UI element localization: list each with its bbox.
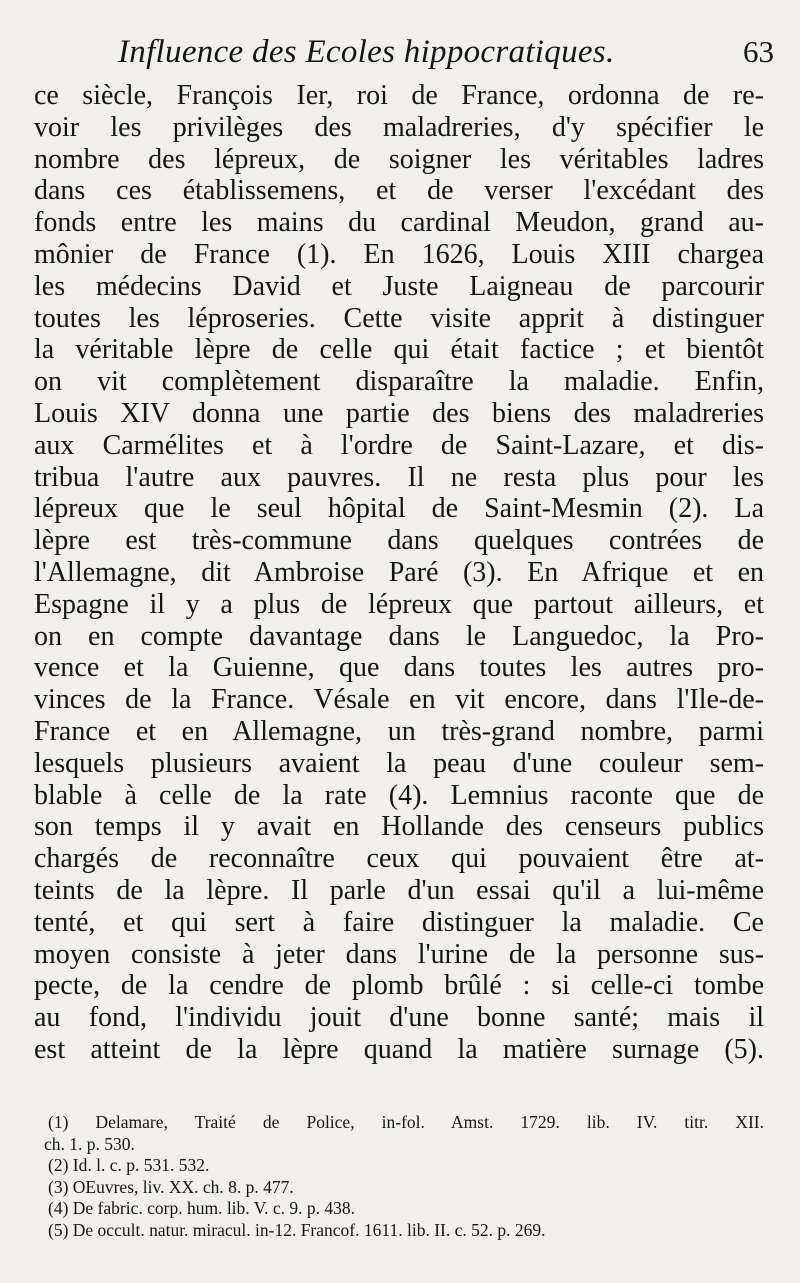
footnote-5: (5) De occult. natur. miracul. in-12. Francof. 1611. lib. II. c. 52. p. 269. [48, 1219, 546, 1240]
text-line: les médecins David et Juste Laigneau de parcourir [34, 270, 764, 302]
text-line: France et en Allemagne, un très-grand nombre, parmi [34, 715, 764, 747]
text-line: au fond, l'individu jouit d'une bonne santé; mais il [34, 1002, 764, 1034]
text-line: lépreux que le seul hôpital de Saint-Mesmin (2). La [34, 493, 764, 525]
text-line: teints de la lèpre. Il parle d'un essai qu'il a lui-même [34, 874, 764, 906]
text-line: voir les privilèges des maladreries, d'y spécifier le [34, 111, 764, 143]
text-line: tribua l'autre aux pauvres. Il ne resta plus pour les [34, 461, 764, 493]
page-number: 63 [743, 34, 774, 69]
footnotes [44, 1112, 764, 1241]
text-line: lèpre est très-commune dans quelques contrées de [34, 525, 764, 557]
text-line: lesquels plusieurs avaient la peau d'une couleur sem- [34, 747, 764, 779]
text-line: aux Carmélites et à l'ordre de Saint-Lazare, et dis- [34, 429, 764, 461]
text-line: vence et la Guienne, que dans toutes les autres pro- [34, 652, 764, 684]
footnote-1-continuation: ch. 1. p. 530. [44, 1133, 135, 1154]
text-line: l'Allemagne, dit Ambroise Paré (3). En Afrique et en [34, 556, 764, 588]
text-line: la véritable lèpre de celle qui était factice ; et bientôt [34, 334, 764, 366]
text-line: ce siècle, François Ier, roi de France, ordonna de re- [34, 80, 764, 111]
text-line: dans ces établissemens, et de verser l'excédant des [34, 175, 764, 207]
text-line: pecte, de la cendre de plomb brûlé : si celle-ci tombe [34, 970, 764, 1002]
text-line: Louis XIV donna une partie des biens des maladreries [34, 397, 764, 429]
text-line: on en compte davantage dans le Languedoc, la Pro- [34, 620, 764, 652]
text-line: mônier de France (1). En 1626, Louis XIII chargea [34, 238, 764, 270]
running-title: Influence des Ecoles hippocratiques. [118, 34, 615, 70]
footnote-3: (3) OEuvres, liv. XX. ch. 8. p. 477. [48, 1176, 294, 1197]
text-line: Espagne il y a plus de lépreux que partout ailleurs, et [34, 588, 764, 620]
text-line: on vit complètement disparaître la maladie. Enfin, [34, 366, 764, 398]
text-line: moyen consiste à jeter dans l'urine de la personne sus- [34, 938, 764, 970]
text-line: est atteint de la lèpre quand la matière surnage (5). [34, 1033, 764, 1065]
text-line: blable à celle de la rate (4). Lemnius raconte que de [34, 779, 764, 811]
text-line: fonds entre les mains du cardinal Meudon, grand au- [34, 207, 764, 239]
text-line: vinces de la France. Vésale en vit encore, dans l'Ile-de- [34, 684, 764, 716]
text-line: tenté, et qui sert à faire distinguer la maladie. Ce [34, 906, 764, 938]
text-line: son temps il y avait en Hollande des censeurs publics [34, 811, 764, 843]
text-line: chargés de reconnaître ceux qui pouvaient être at- [34, 843, 764, 875]
footnote-1: (1) Delamare, Traité de Police, in-fol. Amst. 1729. lib. IV. titr. XII. [48, 1112, 764, 1132]
footnote-4: (4) De fabric. corp. hum. lib. V. c. 9. p. 438. [48, 1198, 356, 1218]
text-line: nombre des lépreux, de soigner les véritables ladres [34, 143, 764, 175]
text-line: toutes les léproseries. Cette visite apprit à distinguer [34, 302, 764, 334]
page-header [0, 34, 800, 74]
body-text [34, 80, 764, 1066]
footnote-2: (2) Id. l. c. p. 531. 532. [48, 1155, 210, 1175]
